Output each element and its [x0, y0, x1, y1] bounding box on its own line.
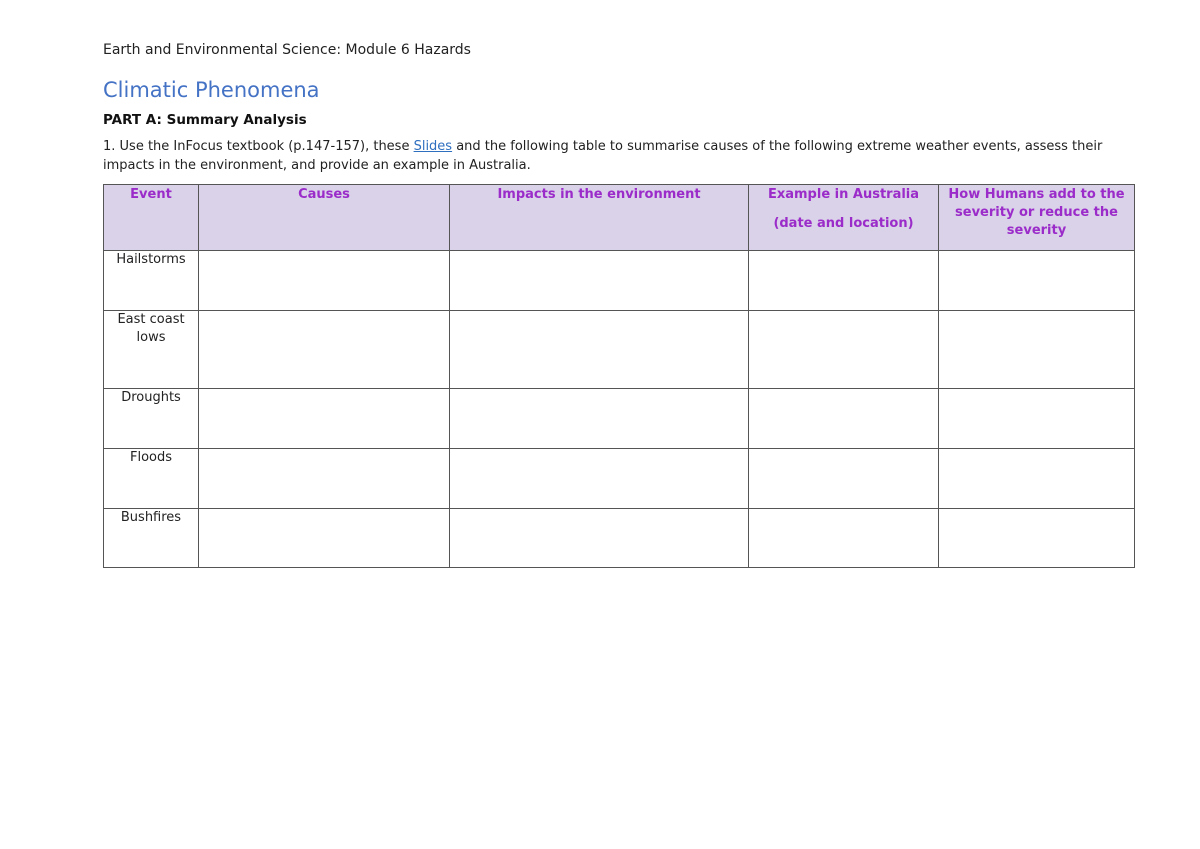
causes-cell[interactable]: [199, 509, 450, 568]
example-cell[interactable]: [749, 311, 939, 389]
page-title: Climatic Phenomena: [103, 78, 320, 102]
table-row: [104, 389, 1135, 449]
slides-link[interactable]: Slides: [413, 139, 453, 154]
event-cell: Floods: [104, 449, 199, 509]
event-cell: Bushfires: [104, 509, 199, 568]
column-header-impacts: Impacts in the environment: [450, 185, 749, 251]
humans-cell[interactable]: [939, 509, 1135, 568]
instructions-before-link: 1. Use the InFocus textbook (p.147-157), these: [103, 139, 414, 154]
event-cell: Hailstorms: [104, 251, 199, 311]
column-header-example-subtitle: (date and location): [773, 216, 914, 231]
part-heading: PART A: Summary Analysis: [103, 112, 307, 128]
causes-cell[interactable]: [199, 389, 450, 449]
example-cell[interactable]: [749, 449, 939, 509]
humans-cell[interactable]: [939, 251, 1135, 311]
example-cell[interactable]: [749, 251, 939, 311]
event-cell: East coast lows: [104, 311, 199, 389]
impacts-cell[interactable]: [450, 311, 749, 389]
event-cell: Droughts: [104, 389, 199, 449]
column-header-example-title: Example in Australia: [767, 187, 920, 202]
example-cell[interactable]: [749, 389, 939, 449]
causes-cell[interactable]: [199, 251, 450, 311]
humans-cell[interactable]: [939, 389, 1135, 449]
humans-cell[interactable]: [939, 311, 1135, 389]
table-row: [104, 449, 1135, 509]
column-header-event: Event: [104, 185, 199, 251]
humans-cell[interactable]: [939, 449, 1135, 509]
causes-cell[interactable]: [199, 449, 450, 509]
document-header: Earth and Environmental Science: Module 6 Hazards: [103, 42, 471, 58]
causes-cell[interactable]: [199, 311, 450, 389]
column-header-example: [749, 185, 939, 251]
impacts-cell[interactable]: [450, 389, 749, 449]
column-header-humans: How Humans add to the severity or reduce the severity: [939, 185, 1135, 251]
impacts-cell[interactable]: [450, 509, 749, 568]
table-row: [104, 509, 1135, 568]
column-header-causes: Causes: [199, 185, 450, 251]
example-cell[interactable]: [749, 509, 939, 568]
instructions-text: [103, 137, 1113, 175]
instructions-after-link: and the following table to summarise causes of the following extreme weather events, assess their impacts in the environment, and provide an example in Australia.: [103, 139, 1103, 173]
impacts-cell[interactable]: [450, 449, 749, 509]
table-header-row: [104, 185, 1135, 251]
table-row: [104, 251, 1135, 311]
impacts-cell[interactable]: [450, 251, 749, 311]
table-row: [104, 311, 1135, 389]
document-page: [103, 38, 1134, 525]
summary-table: [103, 184, 1135, 568]
